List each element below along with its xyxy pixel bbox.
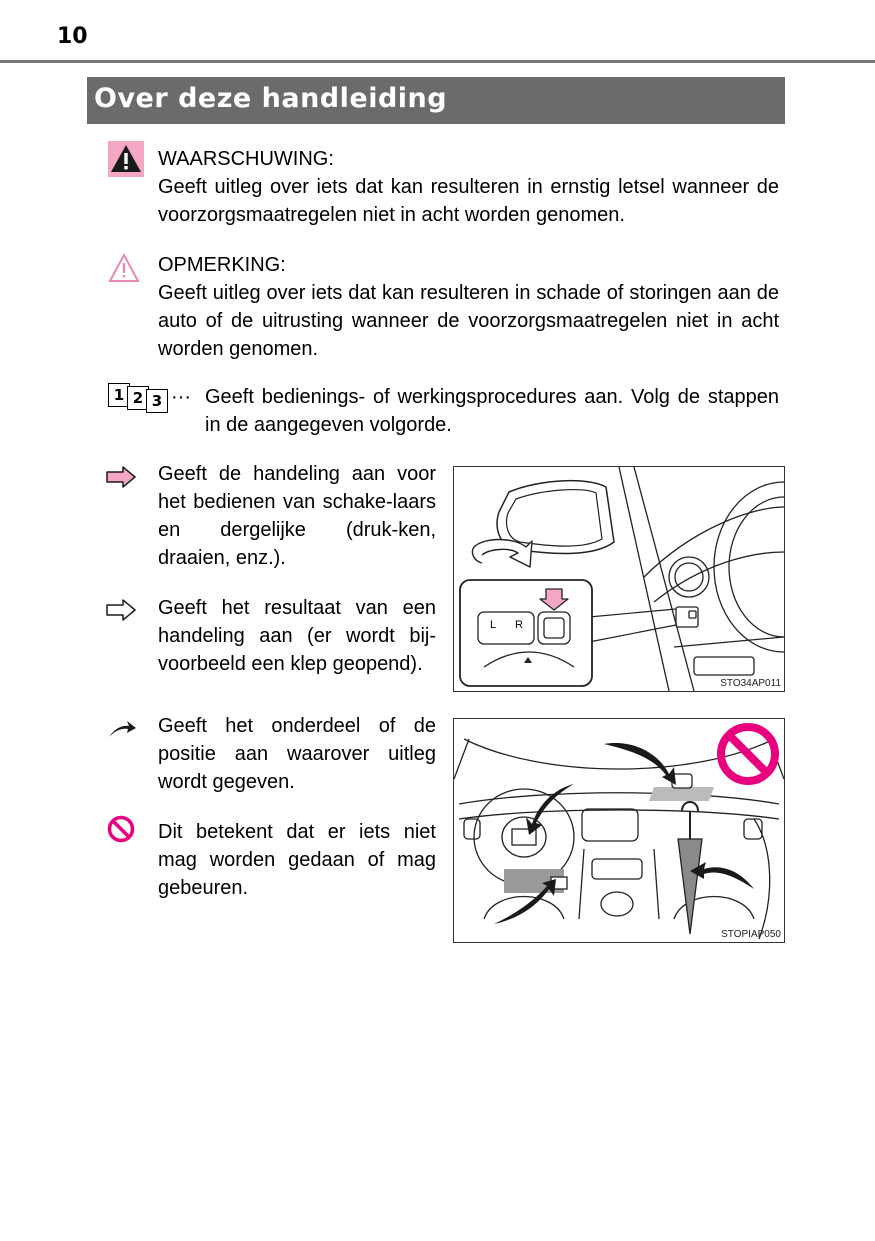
page-number: 10 bbox=[57, 24, 88, 49]
header-rule bbox=[0, 60, 875, 63]
interior-prohibition-figure bbox=[453, 718, 785, 943]
step-number-1: 1 bbox=[108, 383, 130, 407]
notice-text: Geeft uitleg over iets dat kan resulteren in schade of storingen aan de auto of de uitrusting wanneer de voorzorgsmaatregelen niet in acht worden genomen. bbox=[158, 282, 779, 360]
result-text: Geeft het resultaat van een handeling aan (er wordt bij-voorbeeld een klep geopend). bbox=[158, 597, 436, 675]
pink-arrow-icon bbox=[105, 465, 137, 489]
prohibition-text: Dit betekent dat er iets niet mag worden gedaan of mag gebeuren. bbox=[158, 821, 436, 899]
mirror-switch-right-label: R bbox=[515, 619, 523, 631]
notice-heading: OPMERKING: bbox=[158, 254, 286, 276]
curved-arrow-icon bbox=[107, 720, 137, 740]
notice-triangle-icon bbox=[108, 253, 140, 283]
warning-triangle-icon bbox=[108, 141, 144, 177]
mirror-adjust-illustration bbox=[454, 467, 784, 691]
prohibition-icon bbox=[107, 815, 135, 843]
page-title: Over deze handleiding bbox=[94, 83, 448, 114]
step-number-3: 3 bbox=[146, 389, 168, 413]
step-numbers-icon bbox=[108, 383, 172, 411]
step-number-2: 2 bbox=[127, 386, 149, 410]
warning-text: Geeft uitleg over iets dat kan resulteren in ernstig letsel wanneer de voorzorgsmaatregelen niet in acht worden genomen. bbox=[158, 176, 779, 226]
outline-arrow-icon bbox=[105, 598, 137, 622]
operation-text: Geeft de handeling aan voor het bedienen van schake-laars en dergelijke (druk-ken, draaien, enz.). bbox=[158, 463, 436, 569]
figure-code-mirror: STO34AP011 bbox=[720, 678, 781, 689]
warning-heading: WAARSCHUWING: bbox=[158, 148, 334, 170]
component-text: Geeft het onderdeel of de positie aan waarover uitleg wordt gegeven. bbox=[158, 715, 436, 793]
steps-ellipsis: ··· bbox=[171, 386, 191, 408]
figure-code-interior: STOPIAP050 bbox=[721, 929, 781, 940]
mirror-adjust-figure bbox=[453, 466, 785, 692]
steps-text: Geeft bedienings- of werkingsprocedures aan. Volg de stappen in de aangegeven volgorde. bbox=[205, 386, 779, 436]
mirror-switch-left-label: L bbox=[490, 619, 497, 631]
interior-illustration bbox=[454, 719, 784, 942]
